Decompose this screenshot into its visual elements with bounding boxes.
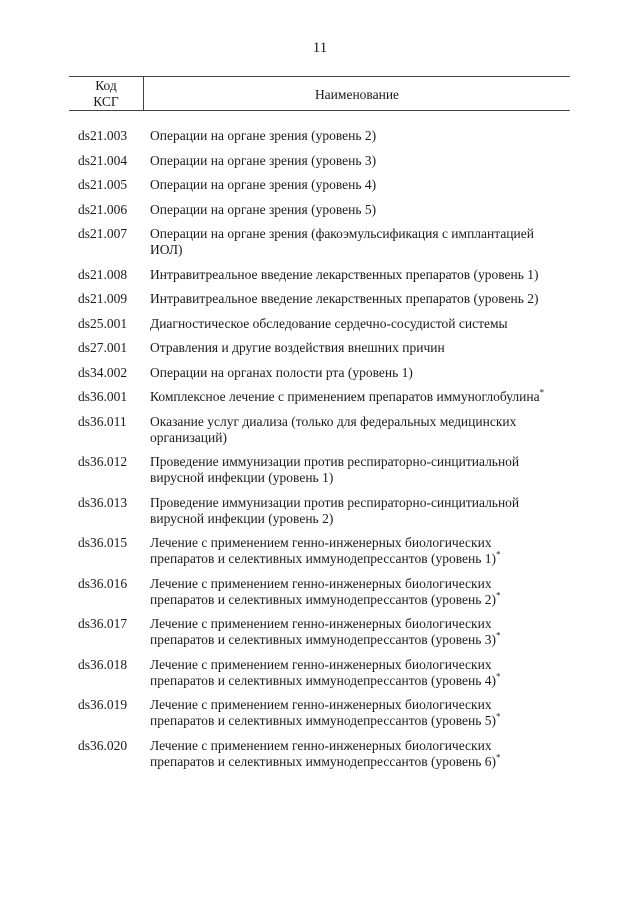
- row-name: Диагностическое обследование сердечно-сосудистой системы: [150, 315, 508, 331]
- row-name-cell: [144, 153, 570, 169]
- row-name: Лечение с применением генно-инженерных биологических препаратов и селективных иммунодепрессантов (уровень 4): [150, 656, 497, 688]
- table-row: [69, 365, 570, 381]
- row-name-cell: [144, 738, 570, 770]
- row-name: Лечение с применением генно-инженерных биологических препаратов и селективных иммунодепрессантов (уровень 3): [150, 616, 497, 647]
- row-name-cell: [144, 657, 570, 689]
- table-row: [69, 226, 570, 258]
- table-row: [69, 291, 570, 307]
- table-row: [69, 495, 570, 527]
- row-code: ds36.015: [78, 535, 128, 550]
- table-row: [69, 340, 570, 356]
- row-name: Интравитреальное введение лекарственных препаратов (уровень 1): [150, 266, 539, 282]
- row-code: ds36.013: [78, 494, 128, 510]
- footnote-mark: *: [496, 630, 501, 641]
- row-name-cell: [144, 340, 570, 356]
- table-row: [69, 128, 570, 144]
- table-row: [69, 697, 570, 729]
- row-name-cell: [144, 365, 570, 381]
- row-name-cell: [144, 291, 570, 307]
- table-row: [69, 576, 570, 608]
- row-code: ds21.007: [78, 226, 128, 241]
- row-name: Проведение иммунизации против респираторно-синцитиальной вирусной инфекции (уровень 1): [150, 454, 520, 485]
- row-name: Операции на органе зрения (уровень 5): [150, 201, 377, 217]
- row-name-cell: [144, 267, 570, 283]
- table-row: [69, 454, 570, 486]
- table-body: [69, 111, 570, 770]
- row-name: Отравления и другие воздействия внешних причин: [150, 340, 445, 355]
- table-row: [69, 657, 570, 689]
- row-name: Операции на органе зрения (уровень 2): [150, 128, 377, 143]
- row-code: ds25.001: [78, 315, 128, 331]
- row-code: ds21.003: [78, 128, 128, 143]
- header-code-label-line1: Код: [95, 78, 117, 93]
- footnote-mark: *: [496, 590, 501, 600]
- row-code: ds21.005: [78, 177, 128, 192]
- row-name: Лечение с применением генно-инженерных биологических препаратов и селективных иммунодепрессантов (уровень 2): [150, 575, 497, 607]
- row-name: Комплексное лечение с применением препаратов иммуноглобулина: [150, 389, 540, 404]
- header-code-label-line2: КСГ: [93, 94, 119, 109]
- row-name-cell: [144, 495, 570, 527]
- row-name: Операции на органе зрения (уровень 4): [150, 177, 377, 192]
- table-row: [69, 202, 570, 218]
- row-code: ds34.002: [78, 364, 128, 380]
- row-name-cell: [144, 389, 570, 405]
- row-name-cell: [144, 316, 570, 332]
- row-name: Операции на органе зрения (факоэмульсификация с имплантацией ИОЛ): [150, 226, 534, 257]
- row-name-cell: [144, 535, 570, 567]
- row-name: Лечение с применением генно-инженерных биологических препаратов и селективных иммунодепрессантов (уровень 6): [150, 737, 497, 769]
- row-code: ds36.012: [78, 454, 128, 469]
- table-row: [69, 738, 570, 770]
- ksg-table: [69, 76, 570, 778]
- table-row: [69, 316, 570, 332]
- row-name-cell: [144, 414, 570, 446]
- table-row: [69, 177, 570, 193]
- footnote-mark: *: [496, 549, 501, 560]
- footnote-mark: *: [496, 671, 501, 681]
- row-code: ds36.017: [78, 616, 128, 631]
- table-header: [69, 76, 570, 111]
- table-row: [69, 267, 570, 283]
- row-name-cell: [144, 226, 570, 258]
- footnote-mark: *: [496, 752, 501, 762]
- page-number: 11: [312, 40, 328, 56]
- row-code: ds36.011: [78, 413, 127, 429]
- row-code: ds21.008: [78, 266, 128, 282]
- row-name: Проведение иммунизации против респираторно-синцитиальной вирусной инфекции (уровень 2): [150, 494, 520, 526]
- row-name: Оказание услуг диализа (только для федеральных медицинских организаций): [150, 413, 517, 445]
- row-name: Лечение с применением генно-инженерных биологических препаратов и селективных иммунодепрессантов (уровень 1): [150, 535, 497, 566]
- row-code: ds36.018: [78, 656, 128, 672]
- row-code: ds36.001: [78, 389, 128, 404]
- header-name-column: Наименование: [314, 87, 400, 102]
- row-code: ds36.020: [78, 737, 128, 753]
- row-name-cell: [144, 202, 570, 218]
- row-name: Операции на органе зрения (уровень 3): [150, 152, 377, 168]
- table-row: [69, 389, 570, 405]
- row-name-cell: [144, 454, 570, 486]
- row-name: Операции на органах полости рта (уровень 1): [150, 364, 413, 380]
- row-code: ds21.004: [78, 152, 128, 168]
- table-row: [69, 414, 570, 446]
- row-name-cell: [144, 576, 570, 608]
- table-row: [69, 153, 570, 169]
- row-name: Интравитреальное введение лекарственных препаратов (уровень 2): [150, 291, 539, 306]
- footnote-mark: *: [496, 711, 501, 722]
- header-code-column: [69, 77, 144, 110]
- row-code: ds27.001: [78, 340, 128, 355]
- row-name-cell: [144, 128, 570, 144]
- table-row: [69, 535, 570, 567]
- row-name-cell: [144, 616, 570, 648]
- row-code: ds21.009: [78, 291, 128, 306]
- row-name-cell: [144, 177, 570, 193]
- row-code: ds21.006: [78, 201, 128, 217]
- table-row: [69, 616, 570, 648]
- row-code: ds36.016: [78, 575, 128, 591]
- footnote-mark: *: [539, 387, 545, 398]
- row-name-cell: [144, 697, 570, 729]
- row-code: ds36.019: [78, 697, 128, 712]
- row-name: Лечение с применением генно-инженерных биологических препаратов и селективных иммунодепрессантов (уровень 5): [150, 697, 497, 728]
